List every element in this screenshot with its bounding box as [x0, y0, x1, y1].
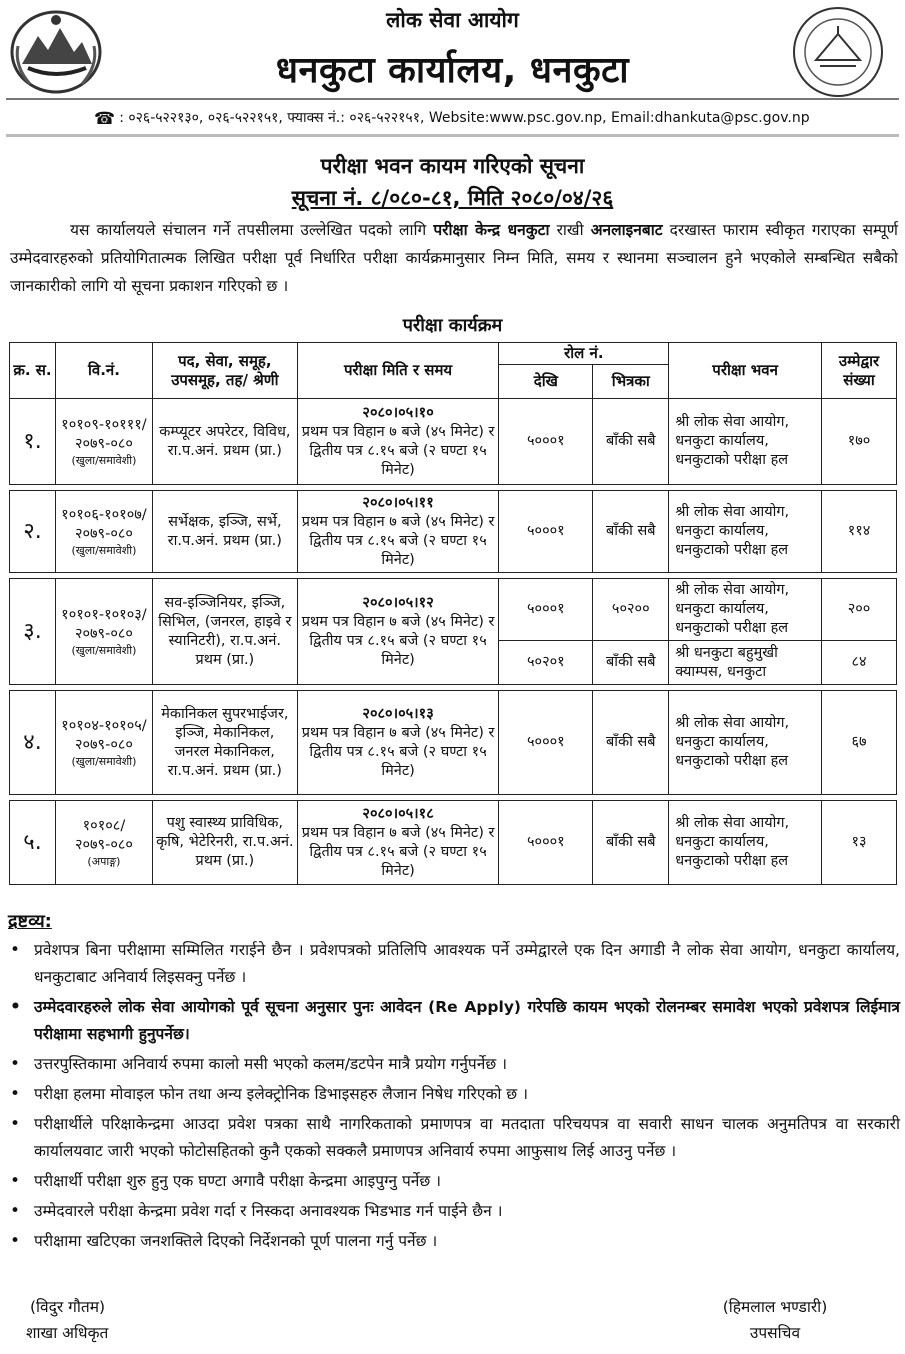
cell-datetime: २०८०।०५।१२ प्रथम पत्र विहान ७ बजे (४५ मिनेट) र द्वितीय पत्र ८.१५ बजे (२ घण्टा १५ मिनेट)	[297, 579, 499, 685]
cell-count: ११४	[822, 491, 897, 573]
bullet-icon: •	[10, 940, 21, 960]
cell-post: सव-इञ्जिनियर, इञ्जि, सिभिल, (जनरल, हाइवे र स्यानिटरी), रा.प.अनं. प्रथम (प्रा.)	[152, 579, 297, 685]
cell-roll-from: ५०००१	[499, 801, 593, 885]
cell-roll-to: बाँकी सबै	[593, 641, 669, 685]
intro-paragraph: यस कार्यालयले संचालन गर्ने तपसीलमा उल्लेखित पदको लागि परीक्षा केन्द्र धनकुटा राखी अनलाइनबाट दरखास्त फाराम स्वीकृत गराएका सम्पूर्ण उम्मेदवारहरुको प्रतियोगितात्मक लिखित परीक्षा पूर्व निर्धारित परीक्षा कार्यक्रमानुसार निम्न मिति, समय र स्थानमा सञ्चालन हुने भएकोले सम्बन्धित सबैको जानकारीको लागि यो सूचना प्रकाशन गरिएको छ ।	[10, 221, 899, 295]
cell-count: १३	[822, 801, 897, 885]
exam-schedule-table	[9, 342, 897, 885]
cell-count: २००	[822, 579, 897, 641]
cell-count: ६७	[822, 691, 897, 795]
cell-adv: १०१०८/ २०७९-०८० (अपाङ्ग)	[55, 801, 152, 885]
header-roll: रोल नं.	[499, 343, 669, 365]
cell-roll-from: ५०००१	[499, 399, 593, 485]
cell-datetime: २०८०।०५।१० प्रथम पत्र विहान ७ बजे (४५ मिनेट) र द्वितीय पत्र ८.१५ बजे (२ घण्टा १५ मिनेट)	[297, 399, 499, 485]
letterhead	[0, 0, 905, 140]
bullet-icon: •	[10, 1201, 21, 1221]
cell-count: १७०	[822, 399, 897, 485]
header-roll-from: देखि	[499, 365, 593, 399]
cell-roll-to: बाँकी सबै	[593, 491, 669, 573]
notice-number: सूचना नं. ८/०८०-८१, मिति २०८०/०४/२६	[291, 186, 614, 210]
cell-roll-from: ५०००१	[499, 691, 593, 795]
office-name: धनकुटा कार्यालय, धनकुटा	[275, 50, 630, 91]
cell-venue: श्री लोक सेवा आयोग, धनकुटा कार्यालय, धनकुटाको परीक्षा हल	[669, 691, 822, 795]
table-row	[10, 399, 897, 485]
cell-datetime: २०८०।०५।११ प्रथम पत्र विहान ७ बजे (४५ मिनेट) र द्वितीय पत्र ८.१५ बजे (२ घण्टा १५ मिनेट)	[297, 491, 499, 573]
cell-adv: १०१०४-१०१०५/ २०७९-०८० (खुला/समावेशी)	[55, 691, 152, 795]
list-item: • परीक्षामा खटिएका जनशक्तिले दिएको निर्देशनको पूर्ण पालना गर्नु पर्नेछ ।	[8, 1228, 900, 1255]
signatory-name: (विदुर गौतम)	[30, 1298, 106, 1316]
cell-roll-to: ५०२००	[593, 579, 669, 641]
table-row	[10, 579, 897, 641]
header-adv: वि.नं.	[55, 343, 152, 399]
org-name: लोक सेवा आयोग	[386, 8, 519, 32]
cell-venue: श्री लोक सेवा आयोग, धनकुटा कार्यालय, धनकुटाको परीक्षा हल	[669, 579, 822, 641]
list-item: • परीक्षा हलमा मोवाइल फोन तथा अन्य इलेक्ट्रोनिक डिभाइसहरु लैजान निषेध गरिएको छ ।	[8, 1081, 900, 1108]
cell-roll-to: बाँकी सबै	[593, 691, 669, 795]
notes-heading: द्रष्टव्य:	[8, 911, 52, 932]
header-datetime: परीक्षा मिति र समय	[297, 343, 499, 399]
cell-adv: १०१०६-१०१०७/ २०७९-०८० (खुला/समावेशी)	[55, 491, 152, 573]
psc-logo-icon	[790, 4, 886, 100]
list-item: • उम्मेदवारले परीक्षा केन्द्रमा प्रवेश गर्दा र निस्कदा अनावश्यक भिडभाड गर्न पाईने छैन ।	[8, 1198, 900, 1225]
bullet-icon: •	[10, 1084, 21, 1104]
signature-left	[26, 1294, 109, 1346]
header-venue: परीक्षा भवन	[669, 343, 822, 399]
cell-roll-to: बाँकी सबै	[593, 399, 669, 485]
list-item: • प्रवेशपत्र बिना परीक्षामा सम्मिलित गराईने छैन । प्रवेशपत्रको प्रतिलिपि आवश्यक पर्ने उम्मेद्वारले एक दिन अगाडी नै लोक सेवा आयोग, धनकुटा कार्यालय, धनकुटाबाट अनिवार्य लिइसक्नु पर्नेछ ।	[8, 937, 900, 991]
cell-roll-to: बाँकी सबै	[593, 801, 669, 885]
cell-post: मेकानिकल सुपरभाईजर, इञ्जि, मेकानिकल, जनरल मेकानिकल, रा.प.अनं. प्रथम (प्रा.)	[152, 691, 297, 795]
header-count: उम्मेद्वार संख्या	[822, 343, 897, 399]
cell-datetime: २०८०।०५।१३ प्रथम पत्र विहान ७ बजे (४५ मिनेट) र द्वितीय पत्र ८.१५ बजे (२ घण्टा १५ मिनेट)	[297, 691, 499, 795]
cell-post: कम्प्यूटर अपरेटर, विविध, रा.प.अनं. प्रथम (प्रा.)	[152, 399, 297, 485]
notice-title: परीक्षा भवन कायम गरिएको सूचना	[320, 154, 585, 178]
list-item: • परीक्षार्थी परीक्षा शुरु हुनु एक घण्टा अगावै परीक्षा केन्द्रमा आइपुग्नु पर्नेछ ।	[8, 1168, 900, 1195]
table-row	[10, 801, 897, 885]
contact-bar	[6, 98, 899, 134]
cell-venue: श्री लोक सेवा आयोग, धनकुटा कार्यालय, धनकुटाको परीक्षा हल	[669, 801, 822, 885]
cell-adv: १०१०१-१०१०३/ २०७९-०८० (खुला/समावेशी)	[55, 579, 152, 685]
cell-sn: २.	[10, 491, 56, 573]
cell-sn: १.	[10, 399, 56, 485]
cell-sn: ५.	[10, 801, 56, 885]
bullet-icon: •	[10, 997, 21, 1017]
cell-roll-from: ५०२०१	[499, 641, 593, 685]
cell-sn: ४.	[10, 691, 56, 795]
header-roll-to: भित्रका	[593, 365, 669, 399]
bullet-icon: •	[10, 1231, 21, 1251]
bullet-icon: •	[10, 1114, 21, 1134]
bullet-icon: •	[10, 1171, 21, 1191]
signatory-title: शाखा अधिकृत	[26, 1324, 109, 1342]
contact-line: : ०२६-५२२१३०, ०२६-५२२१५१, फ्याक्स नं.: ०२६-५२२१५१, Website:www.psc.gov.np, Email:dhankuta@psc.gov.np	[119, 110, 810, 126]
list-item: • उम्मेदवारहरुले लोक सेवा आयोगको पूर्व सूचना अनुसार पुनः आवेदन (Re Apply) गरेपछि कायम भएको रोलनम्बर समावेश भएको प्रवेशपत्र लिईमात्र परीक्षामा सहभागी हुनुपर्नेछ।	[8, 994, 900, 1048]
header-sn: क्र. स.	[10, 343, 56, 399]
cell-adv: १०१०९-१०१११/ २०७९-०८० (खुला/समावेशी)	[55, 399, 152, 485]
schedule-heading: परीक्षा कार्यक्रम	[402, 315, 503, 336]
cell-venue: श्री लोक सेवा आयोग, धनकुटा कार्यालय, धनकुटाको परीक्षा हल	[669, 399, 822, 485]
bullet-icon: •	[10, 1054, 21, 1074]
signatory-title: उपसचिव	[749, 1324, 801, 1342]
cell-venue: श्री धनकुटा बहुमुखी क्याम्पस, धनकुटा	[669, 641, 822, 685]
cell-roll-from: ५०००१	[499, 491, 593, 573]
header-post: पद, सेवा, समूह, उपसमूह, तह/ श्रेणी	[152, 343, 297, 399]
cell-sn: ३.	[10, 579, 56, 685]
table-row	[10, 691, 897, 795]
cell-post: सर्भेक्षक, इञ्जि, सर्भे, रा.प.अनं. प्रथम (प्रा.)	[152, 491, 297, 573]
notes-list	[8, 937, 900, 1258]
cell-post: पशु स्वास्थ्य प्राविधिक, कृषि, भेटेरिनरी, रा.प.अनं. प्रथम (प्रा.)	[152, 801, 297, 885]
phone-icon: ☎	[94, 109, 116, 129]
signature-right	[710, 1294, 840, 1346]
list-item: • उत्तरपुस्तिकामा अनिवार्य रुपमा कालो मसी भएको कलम/डटपेन मात्रै प्रयोग गर्नुपर्नेछ ।	[8, 1051, 900, 1078]
table-row	[10, 491, 897, 573]
cell-venue: श्री लोक सेवा आयोग, धनकुटा कार्यालय, धनकुटाको परीक्षा हल	[669, 491, 822, 573]
cell-count: ८४	[822, 641, 897, 685]
cell-datetime: २०८०।०५।१८ प्रथम पत्र विहान ७ बजे (४५ मिनेट) र द्वितीय पत्र ८.१५ बजे (२ घण्टा १५ मिनेट)	[297, 801, 499, 885]
list-item: • परीक्षार्थीले परिक्षाकेन्द्रमा आउदा प्रवेश पत्रका साथै नागरिकताको प्रमाणपत्र वा मतदाता परिचयपत्र वा सवारी साधन चालक अनुमतिपत्र वा सरकारी कार्यालयवाट जारी भएको फोटोसहितको कुनै एकको सक्कलै प्रमाणपत्र अनिवार्य रुपमा आफुसाथ लिई आउनु पर्नेछ ।	[8, 1111, 900, 1165]
cell-roll-from: ५०००१	[499, 579, 593, 641]
signatory-name: (हिमलाल भण्डारी)	[722, 1298, 828, 1316]
